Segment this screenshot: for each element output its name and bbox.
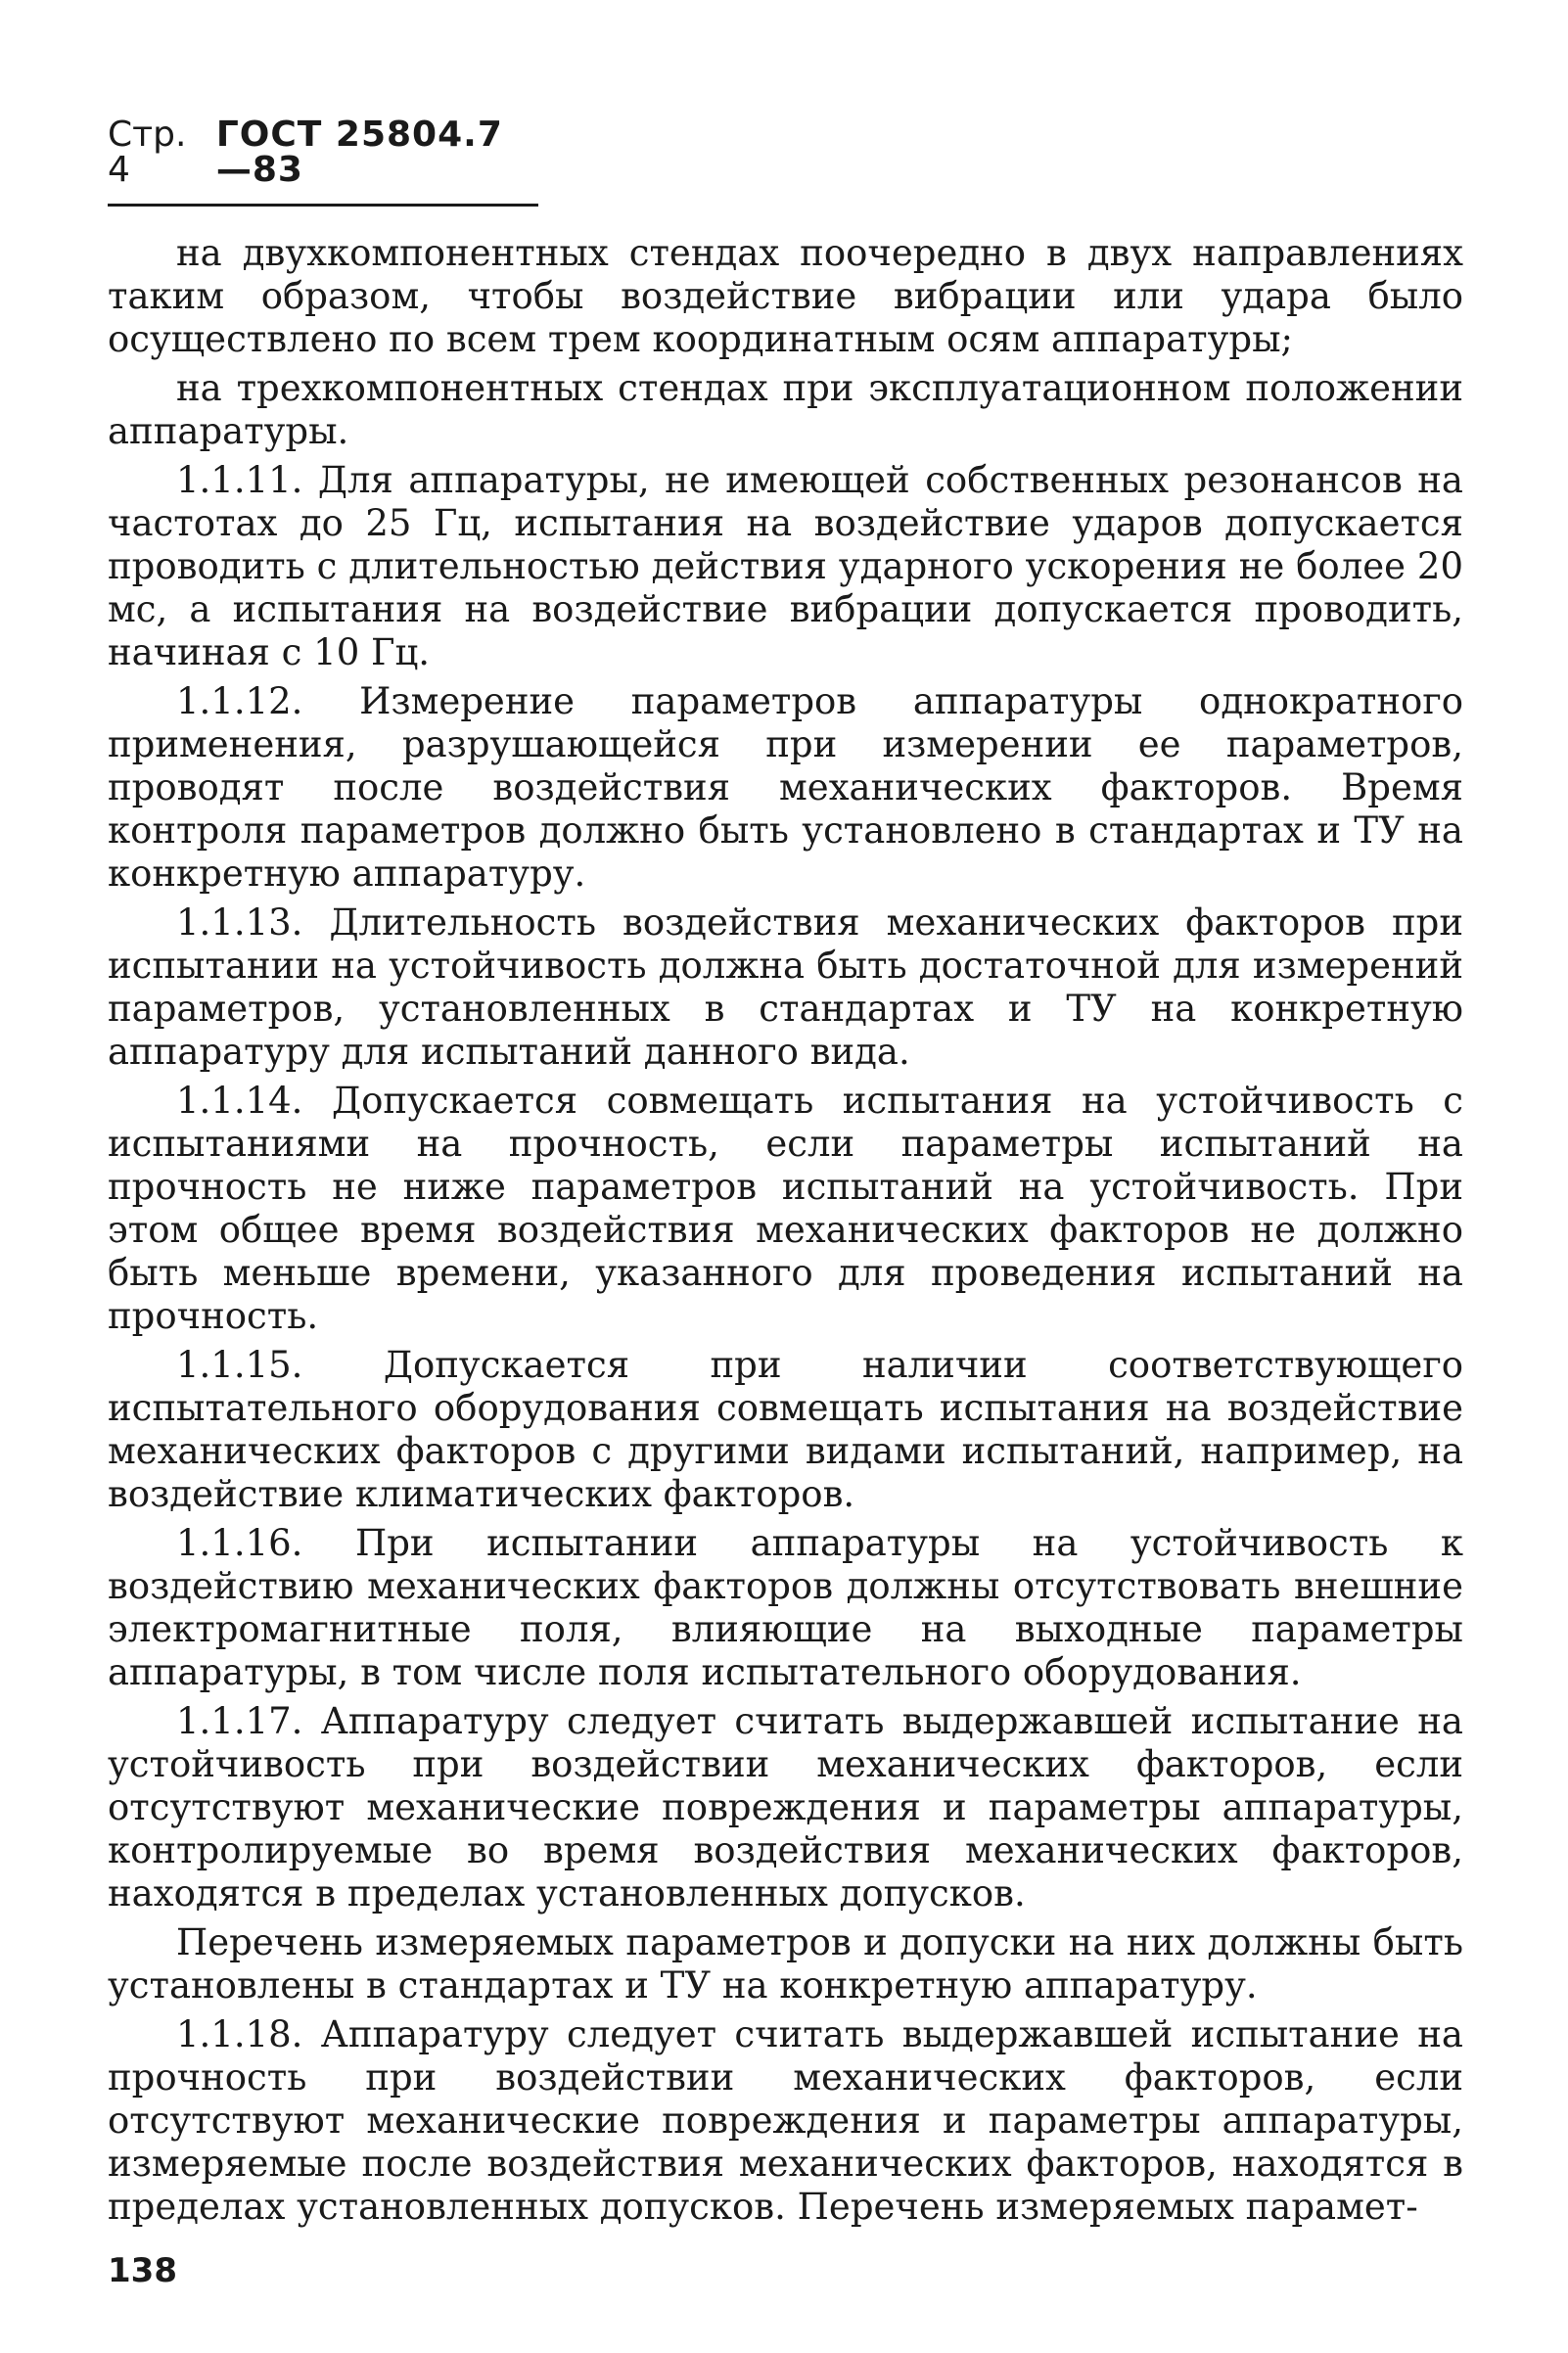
document-page (108, 117, 1463, 2235)
standard-designation: ГОСТ 25804.7—83 (215, 115, 503, 190)
paragraph-1-1-14: 1.1.14. Допускается совмещать испытания на устойчивость с испытаниями на прочность, если параметры испытаний на прочность не ниже параметров испытаний на устойчивость. При этом общее время воздействия механических факторов не должно быть меньше времени, указанного для проведения испытаний на прочность. (108, 1080, 1463, 1337)
paragraph-1-1-13: 1.1.13. Длительность воздействия механических факторов при испытании на устойчивость должна быть достаточной для измерений параметров, установленных в стандартах и ТУ на конкретную аппаратуру для испытаний данного вида. (108, 901, 1463, 1073)
paragraph-1-1-18: 1.1.18. Аппаратуру следует считать выдержавшей испытание на прочность при воздействии механических факторов, если отсутствуют механические повреждения и параметры аппаратуры, измеряемые после воздействия механических факторов, находятся в пределах установленных допусков. Перечень измеряемых парамет- (108, 2013, 1463, 2228)
paragraph-1-1-15: 1.1.15. Допускается при наличии соответствующего испытательного оборудования совмещать испытания на воздействие механических факторов с другими видами испытаний, например, на воздействие климатических факторов. (108, 1344, 1463, 1515)
page-label: Стр. 4 (108, 115, 187, 190)
body-text (108, 232, 1463, 2229)
paragraph-1-1-16: 1.1.16. При испытании аппаратуры на устойчивость к воздействию механических факторов должны отсутствовать внешние электромагнитные поля, влияющие на выходные параметры аппаратуры, в том числе поля испытательного оборудования. (108, 1522, 1463, 1693)
page-number: 138 (108, 2251, 177, 2290)
paragraph: на двухкомпонентных стендах поочередно в двух направлениях таким образом, чтобы воздействие вибрации или удара было осуществлено по всем трем координатным осям аппаратуры; (108, 232, 1463, 360)
paragraph-1-1-12: 1.1.12. Измерение параметров аппаратуры однократного применения, разрушающейся при измерении ее параметров, проводят после воздействия механических факторов. Время контроля параметров должно быть установлено в стандартах и ТУ на конкретную аппаратуру. (108, 680, 1463, 895)
page-header (108, 117, 538, 207)
paragraph: Перечень измеряемых параметров и допуски на них должны быть установлены в стандартах и ТУ на конкретную аппаратуру. (108, 1921, 1463, 2007)
paragraph: на трехкомпонентных стендах при эксплуатационном положении аппаратуры. (108, 367, 1463, 452)
paragraph-1-1-17: 1.1.17. Аппаратуру следует считать выдержавшей испытание на устойчивость при воздействии механических факторов, если отсутствуют механические повреждения и параметры аппаратуры, контролируемые во время воздействия механических факторов, находятся в пределах установленных допусков. (108, 1700, 1463, 1915)
paragraph-1-1-11: 1.1.11. Для аппаратуры, не имеющей собственных резонансов на частотах до 25 Гц, испытания на воздействие ударов допускается проводить с длительностью действия ударного ускорения не более 20 мс, а испытания на воздействие вибрации допускается проводить, начиная с 10 Гц. (108, 459, 1463, 673)
